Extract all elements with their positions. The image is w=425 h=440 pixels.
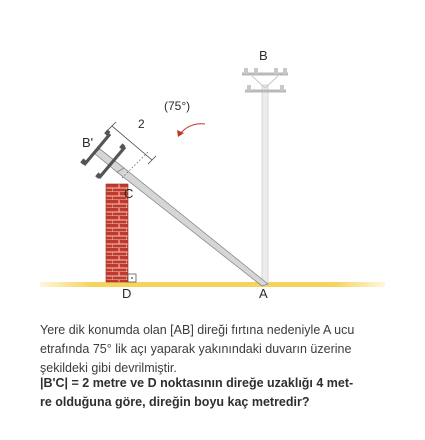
problem-question <box>40 374 410 412</box>
label-B: B <box>259 48 268 63</box>
label-A: A <box>259 286 268 300</box>
label-B-prime: B' <box>82 135 94 150</box>
statement-line: Yere dik konumda olan [AB] direği fırtına nedeniyle A ucu <box>40 323 355 337</box>
label-distance: 2 <box>138 117 145 131</box>
label-C: C <box>124 186 134 201</box>
upright-pole <box>242 68 288 285</box>
label-D: D <box>122 286 132 300</box>
label-angle: (75°) <box>164 99 191 113</box>
question-line: re olduğuna göre, direğin boyu kaç metredir? <box>40 395 310 409</box>
question-line: |B'C| = 2 metre ve D noktasının direğe uzaklığı 4 met- <box>40 376 354 390</box>
problem-statement <box>40 321 410 378</box>
statement-line: şekildeki gibi devrilmiştir. <box>40 361 177 375</box>
rotation-arc <box>180 124 205 134</box>
statement-line: etrafında 75° lik açı yaparak yakınındaki duvarın üzerine <box>40 342 352 356</box>
ground <box>40 282 385 287</box>
